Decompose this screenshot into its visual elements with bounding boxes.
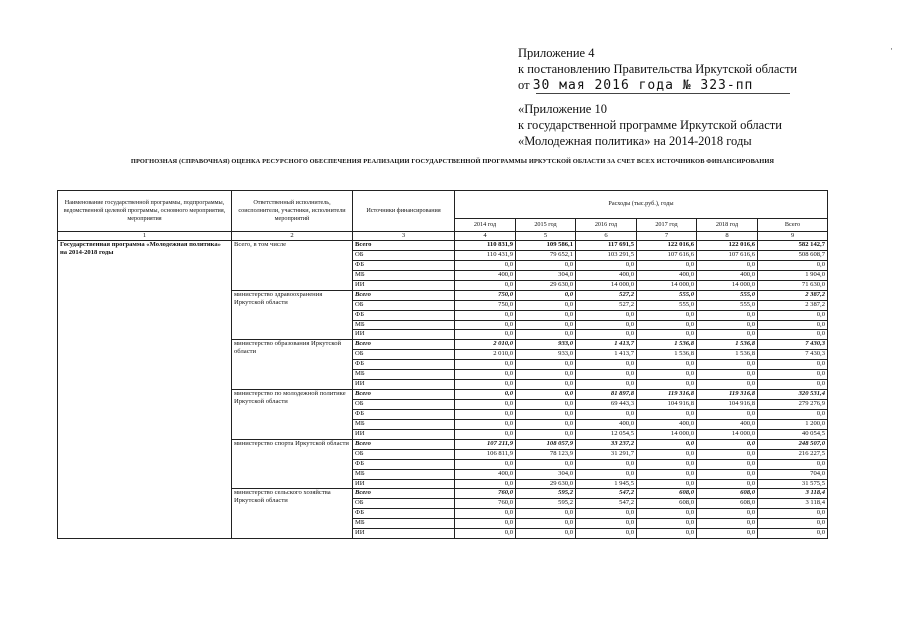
source-cell: Всего: [353, 241, 455, 251]
value-cell: 0,0: [576, 310, 637, 320]
value-cell: 0,0: [637, 449, 697, 459]
value-cell: 14 000,0: [637, 429, 697, 439]
funding-table-body: [58, 191, 828, 539]
value-cell: 933,0: [516, 350, 576, 360]
value-cell: 0,0: [455, 519, 516, 529]
value-cell: 29 630,0: [516, 479, 576, 489]
value-cell: 71 630,0: [758, 280, 828, 290]
source-cell: Всего: [353, 439, 455, 449]
page-edge-mark: ·: [890, 44, 893, 54]
value-cell: 1 904,0: [758, 270, 828, 280]
value-cell: 304,0: [516, 469, 576, 479]
value-cell: 608,0: [697, 499, 758, 509]
value-cell: 0,0: [576, 380, 637, 390]
source-cell: МБ: [353, 469, 455, 479]
value-cell: 0,0: [697, 330, 758, 340]
value-cell: 400,0: [576, 419, 637, 429]
value-cell: 3 118,4: [758, 489, 828, 499]
executor-cell: министерство образования Иркутской области: [232, 340, 353, 390]
header-executor: Ответственный исполнитель, соисполнители, участники, исполнители мероприятий: [232, 191, 353, 232]
header-year: 2017 год: [637, 218, 697, 231]
column-numbers-row: [58, 232, 828, 241]
source-cell: Всего: [353, 290, 455, 300]
value-cell: 0,0: [576, 260, 637, 270]
header-total: Всего: [758, 218, 828, 231]
value-cell: 508 608,7: [758, 250, 828, 260]
document-title: ПРОГНОЗНАЯ (СПРАВОЧНАЯ) ОЦЕНКА РЕСУРСНОГО ОБЕСПЕЧЕНИЯ РЕАЛИЗАЦИИ ГОСУДАРСТВЕННОЙ ПРОГРАММЫ ИРКУТСКОЙ ОБЛАСТИ ЗА СЧЕТ ВСЕХ ИСТОЧНИКОВ ФИНАНСИРОВАНИЯ: [130, 158, 775, 165]
value-cell: 750,0: [455, 290, 516, 300]
value-cell: 14 000,0: [637, 280, 697, 290]
value-cell: 0,0: [637, 409, 697, 419]
source-cell: ОБ: [353, 499, 455, 509]
value-cell: 0,0: [697, 449, 758, 459]
header-year: 2018 год: [697, 218, 758, 231]
handwritten-date: 30 мая 2016 года № 323-пп: [532, 78, 754, 93]
value-cell: 106 811,9: [455, 449, 516, 459]
column-number: 2: [232, 232, 353, 241]
source-cell: МБ: [353, 419, 455, 429]
value-cell: 1 945,5: [576, 479, 637, 489]
value-cell: 0,0: [455, 280, 516, 290]
value-cell: 0,0: [516, 519, 576, 529]
value-cell: 0,0: [455, 310, 516, 320]
value-cell: 0,0: [455, 529, 516, 539]
value-cell: 0,0: [697, 529, 758, 539]
column-number: 4: [455, 232, 516, 241]
value-cell: 0,0: [637, 439, 697, 449]
source-cell: ФБ: [353, 360, 455, 370]
source-cell: ФБ: [353, 409, 455, 419]
value-cell: 1 536,8: [637, 350, 697, 360]
value-cell: 0,0: [576, 320, 637, 330]
value-cell: 110 431,9: [455, 250, 516, 260]
value-cell: 555,0: [637, 290, 697, 300]
executor-cell: министерство здравоохранения Иркутской области: [232, 290, 353, 340]
value-cell: 0,0: [637, 509, 697, 519]
value-cell: 0,0: [697, 439, 758, 449]
value-cell: 0,0: [516, 509, 576, 519]
header-expenses: Расходы (тыс.руб.), годы: [455, 191, 828, 219]
value-cell: 122 016,6: [697, 241, 758, 251]
source-cell: ОБ: [353, 250, 455, 260]
value-cell: 1 536,8: [637, 340, 697, 350]
value-cell: 1 413,7: [576, 340, 637, 350]
source-cell: ФБ: [353, 459, 455, 469]
value-cell: 0,0: [697, 479, 758, 489]
value-cell: 40 054,5: [758, 429, 828, 439]
value-cell: 933,0: [516, 340, 576, 350]
value-cell: 69 443,3: [576, 400, 637, 410]
value-cell: 2 387,2: [758, 300, 828, 310]
value-cell: 0,0: [516, 380, 576, 390]
value-cell: 400,0: [697, 270, 758, 280]
value-cell: 0,0: [637, 459, 697, 469]
value-cell: 400,0: [637, 270, 697, 280]
value-cell: 595,2: [516, 489, 576, 499]
value-cell: 0,0: [516, 300, 576, 310]
value-cell: 1 536,8: [697, 350, 758, 360]
value-cell: 582 142,7: [758, 241, 828, 251]
value-cell: 279 276,9: [758, 400, 828, 410]
value-cell: 216 227,5: [758, 449, 828, 459]
value-cell: 0,0: [576, 519, 637, 529]
value-cell: 0,0: [758, 320, 828, 330]
value-cell: 0,0: [516, 409, 576, 419]
source-cell: МБ: [353, 519, 455, 529]
value-cell: 0,0: [455, 330, 516, 340]
date-underline: [536, 93, 790, 94]
value-cell: 0,0: [455, 419, 516, 429]
value-cell: 0,0: [576, 469, 637, 479]
executor-cell: министерство спорта Иркутской области: [232, 439, 353, 489]
value-cell: 608,0: [637, 489, 697, 499]
column-number: 3: [353, 232, 455, 241]
value-cell: 0,0: [697, 469, 758, 479]
value-cell: 0,0: [637, 370, 697, 380]
value-cell: 0,0: [697, 409, 758, 419]
value-cell: 1 200,0: [758, 419, 828, 429]
value-cell: 0,0: [455, 370, 516, 380]
source-cell: ИИ: [353, 380, 455, 390]
value-cell: 0,0: [516, 400, 576, 410]
value-cell: 14 000,0: [697, 280, 758, 290]
value-cell: 3 118,4: [758, 499, 828, 509]
executor-cell: министерство по молодежной политике Иркутской области: [232, 390, 353, 440]
header-row: [58, 191, 828, 219]
value-cell: 0,0: [516, 429, 576, 439]
value-cell: 0,0: [637, 519, 697, 529]
header-year: 2015 год: [516, 218, 576, 231]
value-cell: 14 000,0: [576, 280, 637, 290]
value-cell: 0,0: [516, 529, 576, 539]
value-cell: 0,0: [455, 429, 516, 439]
value-cell: 107 616,6: [637, 250, 697, 260]
value-cell: 110 831,9: [455, 241, 516, 251]
value-cell: 547,2: [576, 489, 637, 499]
value-cell: 400,0: [697, 419, 758, 429]
source-cell: МБ: [353, 320, 455, 330]
value-cell: 0,0: [455, 260, 516, 270]
value-cell: 108 057,9: [516, 439, 576, 449]
value-cell: 0,0: [455, 409, 516, 419]
header-program: Наименование государственной программы, подпрограммы, ведомственной целевой программы, основного мероприятия, мероприятия: [58, 191, 232, 232]
value-cell: 109 586,1: [516, 241, 576, 251]
value-cell: 122 016,6: [637, 241, 697, 251]
value-cell: 0,0: [697, 370, 758, 380]
value-cell: 0,0: [758, 380, 828, 390]
value-cell: 400,0: [637, 419, 697, 429]
value-cell: 107 211,9: [455, 439, 516, 449]
value-cell: 750,0: [455, 300, 516, 310]
value-cell: 0,0: [697, 260, 758, 270]
value-cell: 78 123,9: [516, 449, 576, 459]
value-cell: 555,0: [697, 290, 758, 300]
value-cell: 400,0: [455, 469, 516, 479]
value-cell: 119 316,8: [637, 390, 697, 400]
value-cell: 7 430,3: [758, 340, 828, 350]
source-cell: ИИ: [353, 429, 455, 439]
value-cell: 0,0: [637, 330, 697, 340]
value-cell: 400,0: [455, 270, 516, 280]
value-cell: 0,0: [758, 260, 828, 270]
date-prefix: от: [518, 78, 530, 92]
value-cell: 0,0: [576, 330, 637, 340]
value-cell: 0,0: [758, 310, 828, 320]
source-cell: ИИ: [353, 280, 455, 290]
column-number: 6: [576, 232, 637, 241]
value-cell: 0,0: [758, 330, 828, 340]
value-cell: 0,0: [455, 509, 516, 519]
value-cell: 0,0: [758, 519, 828, 529]
value-cell: 0,0: [637, 260, 697, 270]
value-cell: 704,0: [758, 469, 828, 479]
value-cell: 0,0: [576, 529, 637, 539]
value-cell: 527,2: [576, 300, 637, 310]
value-cell: 0,0: [637, 320, 697, 330]
value-cell: 14 000,0: [697, 429, 758, 439]
value-cell: 81 897,8: [576, 390, 637, 400]
value-cell: 29 630,0: [516, 280, 576, 290]
value-cell: 320 531,4: [758, 390, 828, 400]
source-cell: ОБ: [353, 449, 455, 459]
value-cell: 0,0: [697, 380, 758, 390]
value-cell: 31 575,5: [758, 479, 828, 489]
value-cell: 117 691,5: [576, 241, 637, 251]
value-cell: 0,0: [758, 459, 828, 469]
value-cell: 0,0: [516, 330, 576, 340]
annex-label: «Приложение 10: [518, 102, 607, 116]
value-cell: 555,0: [637, 300, 697, 310]
value-cell: 0,0: [758, 529, 828, 539]
value-cell: 2 010,0: [455, 350, 516, 360]
value-cell: 33 237,2: [576, 439, 637, 449]
value-cell: 0,0: [576, 459, 637, 469]
source-cell: ОБ: [353, 300, 455, 310]
source-cell: ФБ: [353, 260, 455, 270]
source-cell: ИИ: [353, 479, 455, 489]
value-cell: 0,0: [455, 360, 516, 370]
value-cell: 104 916,8: [637, 400, 697, 410]
value-cell: 608,0: [637, 499, 697, 509]
value-cell: 2 010,0: [455, 340, 516, 350]
header-year: 2014 год: [455, 218, 516, 231]
value-cell: 760,0: [455, 489, 516, 499]
value-cell: 1 536,8: [697, 340, 758, 350]
value-cell: 0,0: [637, 529, 697, 539]
value-cell: 79 652,1: [516, 250, 576, 260]
value-cell: 0,0: [758, 509, 828, 519]
value-cell: 760,0: [455, 499, 516, 509]
value-cell: 0,0: [516, 310, 576, 320]
source-cell: ИИ: [353, 529, 455, 539]
executor-cell: Всего, в том числе: [232, 241, 353, 291]
source-cell: Всего: [353, 390, 455, 400]
value-cell: 595,2: [516, 499, 576, 509]
value-cell: 547,2: [576, 499, 637, 509]
value-cell: 0,0: [516, 260, 576, 270]
value-cell: 1 413,7: [576, 350, 637, 360]
value-cell: 0,0: [516, 320, 576, 330]
source-cell: ИИ: [353, 330, 455, 340]
value-cell: 0,0: [516, 290, 576, 300]
program-name-cell: Государственная программа «Молодежная политика» на 2014-2018 годы: [58, 241, 232, 539]
value-cell: 104 916,8: [697, 400, 758, 410]
program-name-reference: «Молодежная политика» на 2014-2018 годы: [518, 134, 752, 148]
program-reference: к государственной программе Иркутской области: [518, 118, 782, 132]
value-cell: 0,0: [697, 519, 758, 529]
source-cell: ФБ: [353, 310, 455, 320]
value-cell: 0,0: [516, 419, 576, 429]
value-cell: 0,0: [637, 479, 697, 489]
value-cell: 527,2: [576, 290, 637, 300]
value-cell: 0,0: [758, 370, 828, 380]
header-source: Источники финансирования: [353, 191, 455, 232]
resolution-reference: к постановлению Правительства Иркутской области: [518, 62, 798, 76]
source-cell: ОБ: [353, 350, 455, 360]
value-cell: 0,0: [455, 400, 516, 410]
column-number: 9: [758, 232, 828, 241]
value-cell: 608,0: [697, 489, 758, 499]
value-cell: 103 291,5: [576, 250, 637, 260]
value-cell: 0,0: [576, 509, 637, 519]
value-cell: 0,0: [455, 380, 516, 390]
value-cell: 0,0: [455, 479, 516, 489]
value-cell: 7 430,3: [758, 350, 828, 360]
resolution-date: [518, 78, 753, 93]
source-cell: МБ: [353, 370, 455, 380]
value-cell: 107 616,6: [697, 250, 758, 260]
value-cell: 0,0: [697, 459, 758, 469]
table-row: [58, 241, 828, 251]
value-cell: 0,0: [516, 390, 576, 400]
value-cell: 400,0: [576, 270, 637, 280]
value-cell: 0,0: [576, 360, 637, 370]
value-cell: 0,0: [455, 459, 516, 469]
header-year: 2016 год: [576, 218, 637, 231]
value-cell: 12 054,5: [576, 429, 637, 439]
value-cell: 0,0: [516, 459, 576, 469]
value-cell: 0,0: [697, 320, 758, 330]
value-cell: 31 291,7: [576, 449, 637, 459]
value-cell: 248 507,0: [758, 439, 828, 449]
value-cell: 0,0: [758, 360, 828, 370]
appendix-label: Приложение 4: [518, 46, 595, 60]
source-cell: ОБ: [353, 400, 455, 410]
source-cell: ФБ: [353, 509, 455, 519]
value-cell: 0,0: [455, 390, 516, 400]
value-cell: 304,0: [516, 270, 576, 280]
source-cell: Всего: [353, 340, 455, 350]
value-cell: 0,0: [697, 509, 758, 519]
value-cell: 0,0: [637, 469, 697, 479]
column-number: 8: [697, 232, 758, 241]
column-number: 1: [58, 232, 232, 241]
column-number: 5: [516, 232, 576, 241]
value-cell: 0,0: [758, 409, 828, 419]
value-cell: 0,0: [697, 360, 758, 370]
value-cell: 0,0: [576, 409, 637, 419]
value-cell: 0,0: [455, 320, 516, 330]
value-cell: 555,0: [697, 300, 758, 310]
value-cell: 0,0: [516, 370, 576, 380]
value-cell: 0,0: [576, 370, 637, 380]
column-number: 7: [637, 232, 697, 241]
source-cell: Всего: [353, 489, 455, 499]
executor-cell: министерство сельского хозяйства Иркутской области: [232, 489, 353, 539]
value-cell: 0,0: [637, 380, 697, 390]
value-cell: 119 316,8: [697, 390, 758, 400]
value-cell: 0,0: [697, 310, 758, 320]
source-cell: МБ: [353, 270, 455, 280]
value-cell: 0,0: [637, 360, 697, 370]
value-cell: 0,0: [516, 360, 576, 370]
value-cell: 0,0: [637, 310, 697, 320]
value-cell: 2 387,2: [758, 290, 828, 300]
funding-table: [57, 190, 828, 539]
